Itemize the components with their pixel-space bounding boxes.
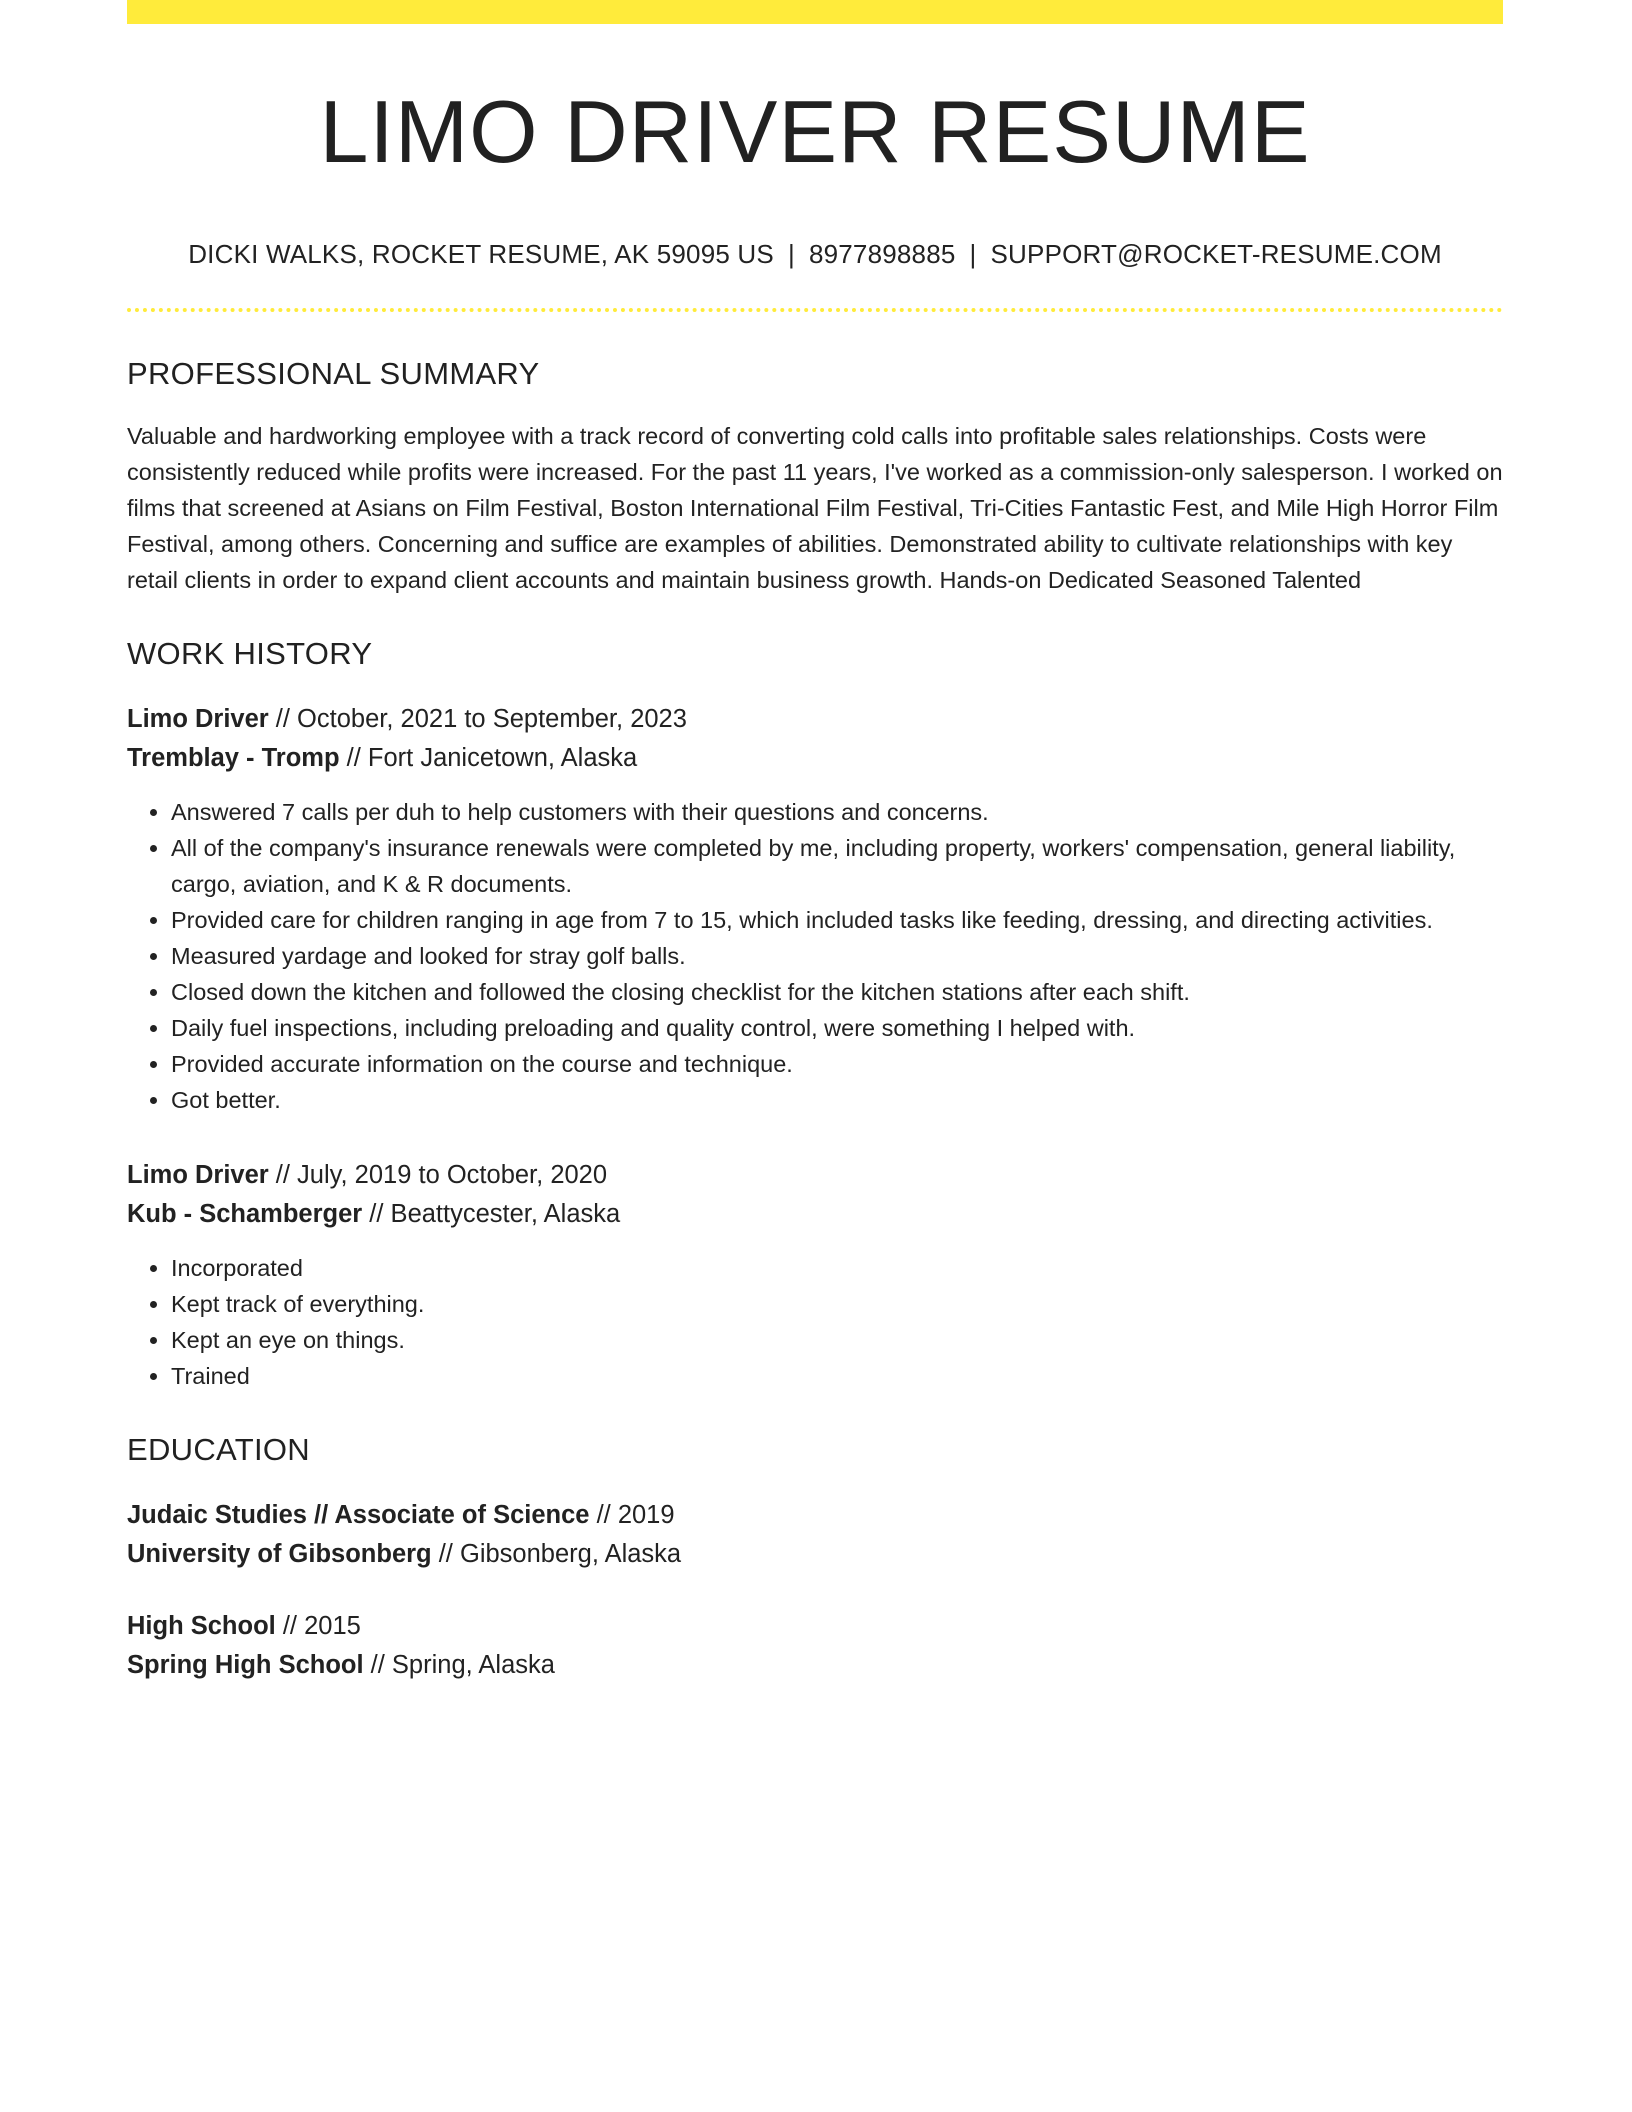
job-company-line: [127, 739, 1503, 778]
job-bullet: • Measured yardage and looked for stray golf balls.: [171, 938, 1503, 974]
job-entry: [127, 700, 1503, 1118]
job-bullet: • All of the company's insurance renewals were completed by me, including property, workers' compensation, general liability, cargo, aviation, and K & R documents.: [171, 830, 1503, 902]
contact-line: [127, 239, 1503, 270]
job-dates: // July, 2019 to October, 2020: [268, 1160, 608, 1189]
job-bullet: • Got better.: [171, 1082, 1503, 1118]
contact-separator: |: [969, 238, 977, 269]
job-company: Tremblay - Tromp: [127, 743, 340, 772]
contact-email: SUPPORT@ROCKET-RESUME.COM: [990, 238, 1442, 269]
resume-title: LIMO DRIVER RESUME: [319, 82, 1311, 181]
job-bullet: • Incorporated: [171, 1250, 1503, 1286]
education-entry: [127, 1496, 1503, 1574]
job-title-line: [127, 1156, 1503, 1195]
job-bullets: [127, 1250, 1503, 1394]
job-bullet: • Kept an eye on things.: [171, 1322, 1503, 1358]
job-bullet: • Answered 7 calls per duh to help customers with their questions and concerns.: [171, 794, 1503, 830]
summary-heading: PROFESSIONAL SUMMARY: [127, 355, 540, 391]
job-company-line: [127, 1195, 1503, 1234]
education-heading: EDUCATION: [127, 1431, 310, 1467]
job-title: Limo Driver: [127, 704, 269, 733]
work-history-heading: WORK HISTORY: [127, 635, 373, 671]
resume-page: [127, 0, 1503, 1685]
education-location: // Gibsonberg, Alaska: [431, 1539, 682, 1568]
job-bullet: • Daily fuel inspections, including preloading and quality control, were something I helped with.: [171, 1010, 1503, 1046]
contact-separator: |: [787, 238, 795, 269]
contact-address: DICKI WALKS, ROCKET RESUME, AK 59095 US: [188, 238, 774, 269]
job-bullet: • Kept track of everything.: [171, 1286, 1503, 1322]
job-title: Limo Driver: [127, 1160, 269, 1189]
job-bullet: • Provided care for children ranging in age from 7 to 15, which included tasks like feeding, dressing, and directing activities.: [171, 902, 1503, 938]
education-degree: Judaic Studies // Associate of Science: [127, 1500, 590, 1529]
education-year: // 2015: [275, 1611, 361, 1640]
job-bullet: • Provided accurate information on the course and technique.: [171, 1046, 1503, 1082]
job-bullet: • Trained: [171, 1358, 1503, 1394]
job-location: // Fort Janicetown, Alaska: [339, 743, 638, 772]
job-dates: // October, 2021 to September, 2023: [268, 704, 687, 733]
dotted-divider: [127, 308, 1503, 312]
contact-phone: 8977898885: [808, 238, 956, 269]
education-year: // 2019: [589, 1500, 675, 1529]
job-title-line: [127, 700, 1503, 739]
education-degree-line: [127, 1607, 1503, 1646]
education-school: University of Gibsonberg: [127, 1539, 432, 1568]
job-bullets: [127, 794, 1503, 1118]
education-degree-line: [127, 1496, 1503, 1535]
summary-text: Valuable and hardworking employee with a track record of converting cold calls into profitable sales relationships. Costs were consistently reduced while profits were increased. For the past 11 years, I've worked as a commission-only salesperson. I worked on films that screened at Asians on Film Festival, Boston International Film Festival, Tri-Cities Fantastic Fest, and Mile High Horror Film Festival, among others. Concerning and suffice are examples of abilities. Demonstrated ability to cultivate relationships with key retail clients in order to expand client accounts and maintain business growth. Hands-on Dedicated Seasoned Talented: [127, 422, 1503, 593]
education-school-line: [127, 1646, 1503, 1685]
job-company: Kub - Schamberger: [127, 1199, 363, 1228]
job-location: // Beattycester, Alaska: [362, 1199, 621, 1228]
job-bullet: • Closed down the kitchen and followed the closing checklist for the kitchen stations after each shift.: [171, 974, 1503, 1010]
education-degree: High School: [127, 1611, 276, 1640]
education-school-line: [127, 1535, 1503, 1574]
top-accent-bar: [127, 0, 1503, 24]
education-location: // Spring, Alaska: [363, 1650, 555, 1679]
education-school: Spring High School: [127, 1650, 364, 1679]
education-entry: [127, 1607, 1503, 1685]
job-entry: [127, 1156, 1503, 1394]
